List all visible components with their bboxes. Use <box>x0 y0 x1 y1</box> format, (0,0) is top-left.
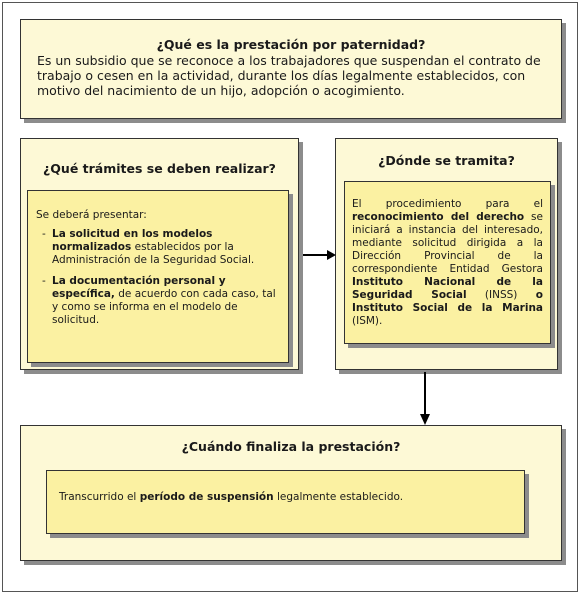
tramites-content <box>36 209 280 327</box>
cuando-text-1: Transcurrido el <box>59 491 140 503</box>
donde-text-3: (INSS) <box>466 289 536 301</box>
cuando-text-2: legalmente establecido. <box>273 491 404 503</box>
tramites-list-item <box>36 275 280 327</box>
cuando-inner-box <box>46 470 525 534</box>
tramites-list <box>36 228 280 327</box>
que-es-text: Es un subsidio que se reconoce a los trabajadores que suspendan el contrato de trabajo o cesen en la actividad, durante los días legalmente establecidos, con motivo del nacimiento de un hijo, adopción o acogimiento. <box>37 53 541 98</box>
donde-inner-box <box>344 181 551 344</box>
arrow-down <box>418 372 432 426</box>
cuando-bold: período de suspensión <box>139 491 274 503</box>
tramites-title: ¿Qué trámites se deben realizar? <box>43 161 276 176</box>
donde-title: ¿Dónde se tramita? <box>378 153 515 168</box>
item1-bold: La solicitud en los modelos normalizados <box>52 228 213 253</box>
donde-text-2: se iniciará a instancia del interesado, mediante solicitud dirigida a la Dirección Provincial de la correspondiente Entidad Gestora <box>352 211 543 275</box>
item2-bold: La documentación personal y específica, <box>52 275 226 300</box>
donde-bold-3: o Instituto Social de la Marina <box>352 289 543 314</box>
tramites-intro: Se deberá presentar: <box>36 209 147 221</box>
cuando-box <box>20 425 562 561</box>
cuando-text <box>59 491 512 504</box>
que-es-title: ¿Qué es la prestación por paternidad? <box>156 37 426 52</box>
tramites-box <box>20 138 299 370</box>
item2-rest: de acuerdo con cada caso, tal y como se informa en el modelo de solicitud. <box>52 288 276 326</box>
donde-bold-2: Instituto Nacional de la Seguridad Social <box>352 276 543 301</box>
list-dash: - <box>42 228 46 240</box>
donde-text-1: El procedimiento para el <box>352 198 543 210</box>
tramites-inner-box <box>27 190 289 363</box>
arrow-right <box>303 248 337 262</box>
tramites-list-item <box>36 228 280 267</box>
cuando-title: ¿Cuándo finaliza la prestación? <box>181 439 401 454</box>
donde-bold-1: reconocimiento del derecho <box>352 211 525 223</box>
item1-rest: establecidos por la Administración de la Seguridad Social. <box>52 241 255 266</box>
que-es-box <box>20 19 562 119</box>
donde-text-4: (ISM). <box>352 315 383 327</box>
list-dash: - <box>42 275 46 287</box>
donde-box <box>335 138 558 370</box>
donde-text <box>352 198 543 328</box>
